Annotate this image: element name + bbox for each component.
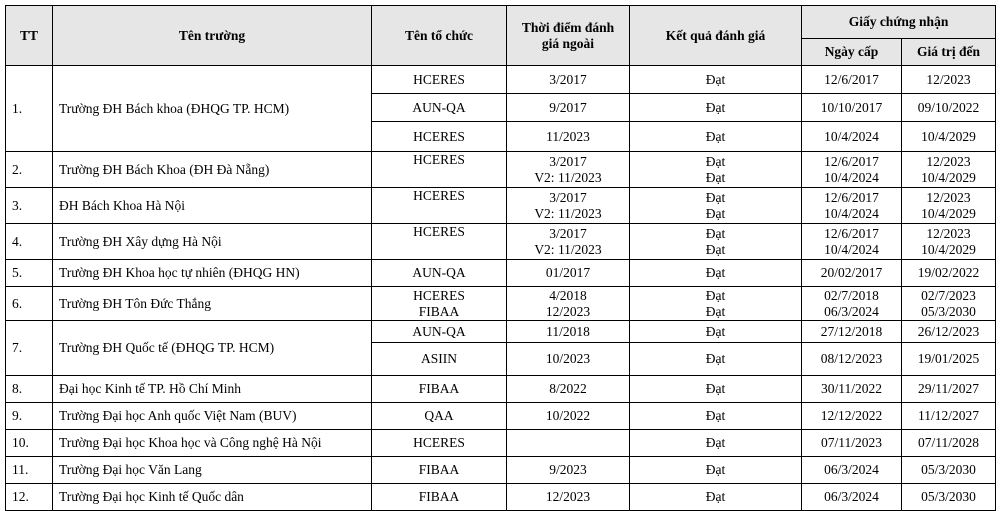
school-name: Trường Đại học Anh quốc Việt Nam (BUV)	[53, 403, 372, 430]
org-name: AUN-QA	[372, 94, 507, 122]
table-row	[6, 321, 996, 343]
org-name: FIBAA	[372, 457, 507, 484]
eval-time: 10/2022	[507, 403, 630, 430]
valid-until: 09/10/2022	[902, 94, 996, 122]
issue-date: 12/12/2022	[802, 403, 902, 430]
issue-date: 06/3/2024	[802, 457, 902, 484]
row-number: 11.	[6, 457, 53, 484]
eval-result: Đạt Đạt	[630, 287, 802, 321]
row-number: 10.	[6, 430, 53, 457]
table-row	[6, 403, 996, 430]
org-name: HCERES	[372, 188, 507, 224]
issue-date: 20/02/2017	[802, 260, 902, 287]
valid-until: 12/2023	[902, 66, 996, 94]
eval-result: Đạt	[630, 94, 802, 122]
valid-until: 19/01/2025	[902, 343, 996, 376]
table-row	[6, 287, 996, 321]
eval-time: 11/2023	[507, 122, 630, 152]
eval-time: 8/2022	[507, 376, 630, 403]
table-row	[6, 188, 996, 224]
school-name: ĐH Bách Khoa Hà Nội	[53, 188, 372, 224]
valid-until: 05/3/2030	[902, 457, 996, 484]
eval-time: 3/2017	[507, 66, 630, 94]
eval-time: 3/2017 V2: 11/2023	[507, 224, 630, 260]
row-number: 1.	[6, 66, 53, 152]
eval-time: 9/2023	[507, 457, 630, 484]
header-time-line1: Thời điểm đánh	[521, 19, 615, 35]
table-row	[6, 457, 996, 484]
valid-until: 10/4/2029	[902, 122, 996, 152]
header-result: Kết quả đánh giá	[630, 6, 802, 66]
eval-result: Đạt	[630, 260, 802, 287]
eval-result: Đạt	[630, 122, 802, 152]
org-name: HCERES	[372, 430, 507, 457]
header-org: Tên tổ chức	[372, 6, 507, 66]
valid-until: 12/2023 10/4/2029	[902, 224, 996, 260]
table-row	[6, 66, 996, 94]
valid-until: 02/7/2023 05/3/2030	[902, 287, 996, 321]
row-number: 4.	[6, 224, 53, 260]
org-name: FIBAA	[372, 484, 507, 511]
eval-time: 12/2023	[507, 484, 630, 511]
header-school: Tên trường	[53, 6, 372, 66]
table-row	[6, 152, 996, 188]
issue-date: 10/10/2017	[802, 94, 902, 122]
header-certificate: Giấy chứng nhận	[802, 6, 996, 39]
school-name: Trường ĐH Bách Khoa (ĐH Đà Nẵng)	[53, 152, 372, 188]
org-name: HCERES FIBAA	[372, 287, 507, 321]
eval-time: 4/2018 12/2023	[507, 287, 630, 321]
valid-until: 05/3/2030	[902, 484, 996, 511]
eval-time: 10/2023	[507, 343, 630, 376]
issue-date: 27/12/2018	[802, 321, 902, 343]
school-name: Trường Đại học Văn Lang	[53, 457, 372, 484]
eval-time: 11/2018	[507, 321, 630, 343]
org-name: HCERES	[372, 152, 507, 188]
school-name: Trường ĐH Bách khoa (ĐHQG TP. HCM)	[53, 66, 372, 152]
row-number: 12.	[6, 484, 53, 511]
eval-result: Đạt	[630, 457, 802, 484]
eval-result: Đạt Đạt	[630, 224, 802, 260]
school-name: Trường ĐH Tôn Đức Thắng	[53, 287, 372, 321]
eval-result: Đạt	[630, 376, 802, 403]
issue-date: 10/4/2024	[802, 122, 902, 152]
valid-until: 26/12/2023	[902, 321, 996, 343]
org-name: AUN-QA	[372, 260, 507, 287]
eval-time: 3/2017 V2: 11/2023	[507, 152, 630, 188]
header-time	[507, 6, 630, 66]
issue-date: 12/6/2017 10/4/2024	[802, 188, 902, 224]
eval-result: Đạt	[630, 484, 802, 511]
eval-result: Đạt	[630, 403, 802, 430]
org-name: HCERES	[372, 224, 507, 260]
eval-result: Đạt	[630, 430, 802, 457]
valid-until: 19/02/2022	[902, 260, 996, 287]
header-time-line2: giá ngoài	[541, 35, 595, 51]
eval-time	[507, 430, 630, 457]
school-name: Trường Đại học Khoa học và Công nghệ Hà Nội	[53, 430, 372, 457]
issue-date: 08/12/2023	[802, 343, 902, 376]
eval-result: Đạt	[630, 343, 802, 376]
row-number: 3.	[6, 188, 53, 224]
row-number: 9.	[6, 403, 53, 430]
issue-date: 07/11/2023	[802, 430, 902, 457]
org-name: QAA	[372, 403, 507, 430]
header-issue-date: Ngày cấp	[802, 39, 902, 66]
row-number: 7.	[6, 321, 53, 376]
school-name: Trường ĐH Khoa học tự nhiên (ĐHQG HN)	[53, 260, 372, 287]
issue-date: 06/3/2024	[802, 484, 902, 511]
table-row	[6, 224, 996, 260]
valid-until: 29/11/2027	[902, 376, 996, 403]
table-row	[6, 376, 996, 403]
row-number: 2.	[6, 152, 53, 188]
org-name: HCERES	[372, 66, 507, 94]
school-name: Trường Đại học Kinh tế Quốc dân	[53, 484, 372, 511]
table-row	[6, 260, 996, 287]
valid-until: 12/2023 10/4/2029	[902, 188, 996, 224]
eval-time: 3/2017 V2: 11/2023	[507, 188, 630, 224]
eval-result: Đạt Đạt	[630, 152, 802, 188]
school-name: Trường ĐH Quốc tế (ĐHQG TP. HCM)	[53, 321, 372, 376]
row-number: 6.	[6, 287, 53, 321]
issue-date: 12/6/2017 10/4/2024	[802, 152, 902, 188]
school-name: Đại học Kinh tế TP. Hồ Chí Minh	[53, 376, 372, 403]
eval-result: Đạt	[630, 66, 802, 94]
header-tt: TT	[6, 6, 53, 66]
table-row	[6, 430, 996, 457]
eval-result: Đạt Đạt	[630, 188, 802, 224]
issue-date: 02/7/2018 06/3/2024	[802, 287, 902, 321]
header-valid-until: Giá trị đến	[902, 39, 996, 66]
eval-time: 01/2017	[507, 260, 630, 287]
school-name: Trường ĐH Xây dựng Hà Nội	[53, 224, 372, 260]
row-number: 8.	[6, 376, 53, 403]
table-row	[6, 484, 996, 511]
accreditation-table	[5, 5, 996, 511]
valid-until: 11/12/2027	[902, 403, 996, 430]
eval-time: 9/2017	[507, 94, 630, 122]
valid-until: 12/2023 10/4/2029	[902, 152, 996, 188]
org-name: FIBAA	[372, 376, 507, 403]
eval-result: Đạt	[630, 321, 802, 343]
org-name: HCERES	[372, 122, 507, 152]
org-name: ASIIN	[372, 343, 507, 376]
issue-date: 30/11/2022	[802, 376, 902, 403]
issue-date: 12/6/2017 10/4/2024	[802, 224, 902, 260]
row-number: 5.	[6, 260, 53, 287]
valid-until: 07/11/2028	[902, 430, 996, 457]
issue-date: 12/6/2017	[802, 66, 902, 94]
org-name: AUN-QA	[372, 321, 507, 343]
